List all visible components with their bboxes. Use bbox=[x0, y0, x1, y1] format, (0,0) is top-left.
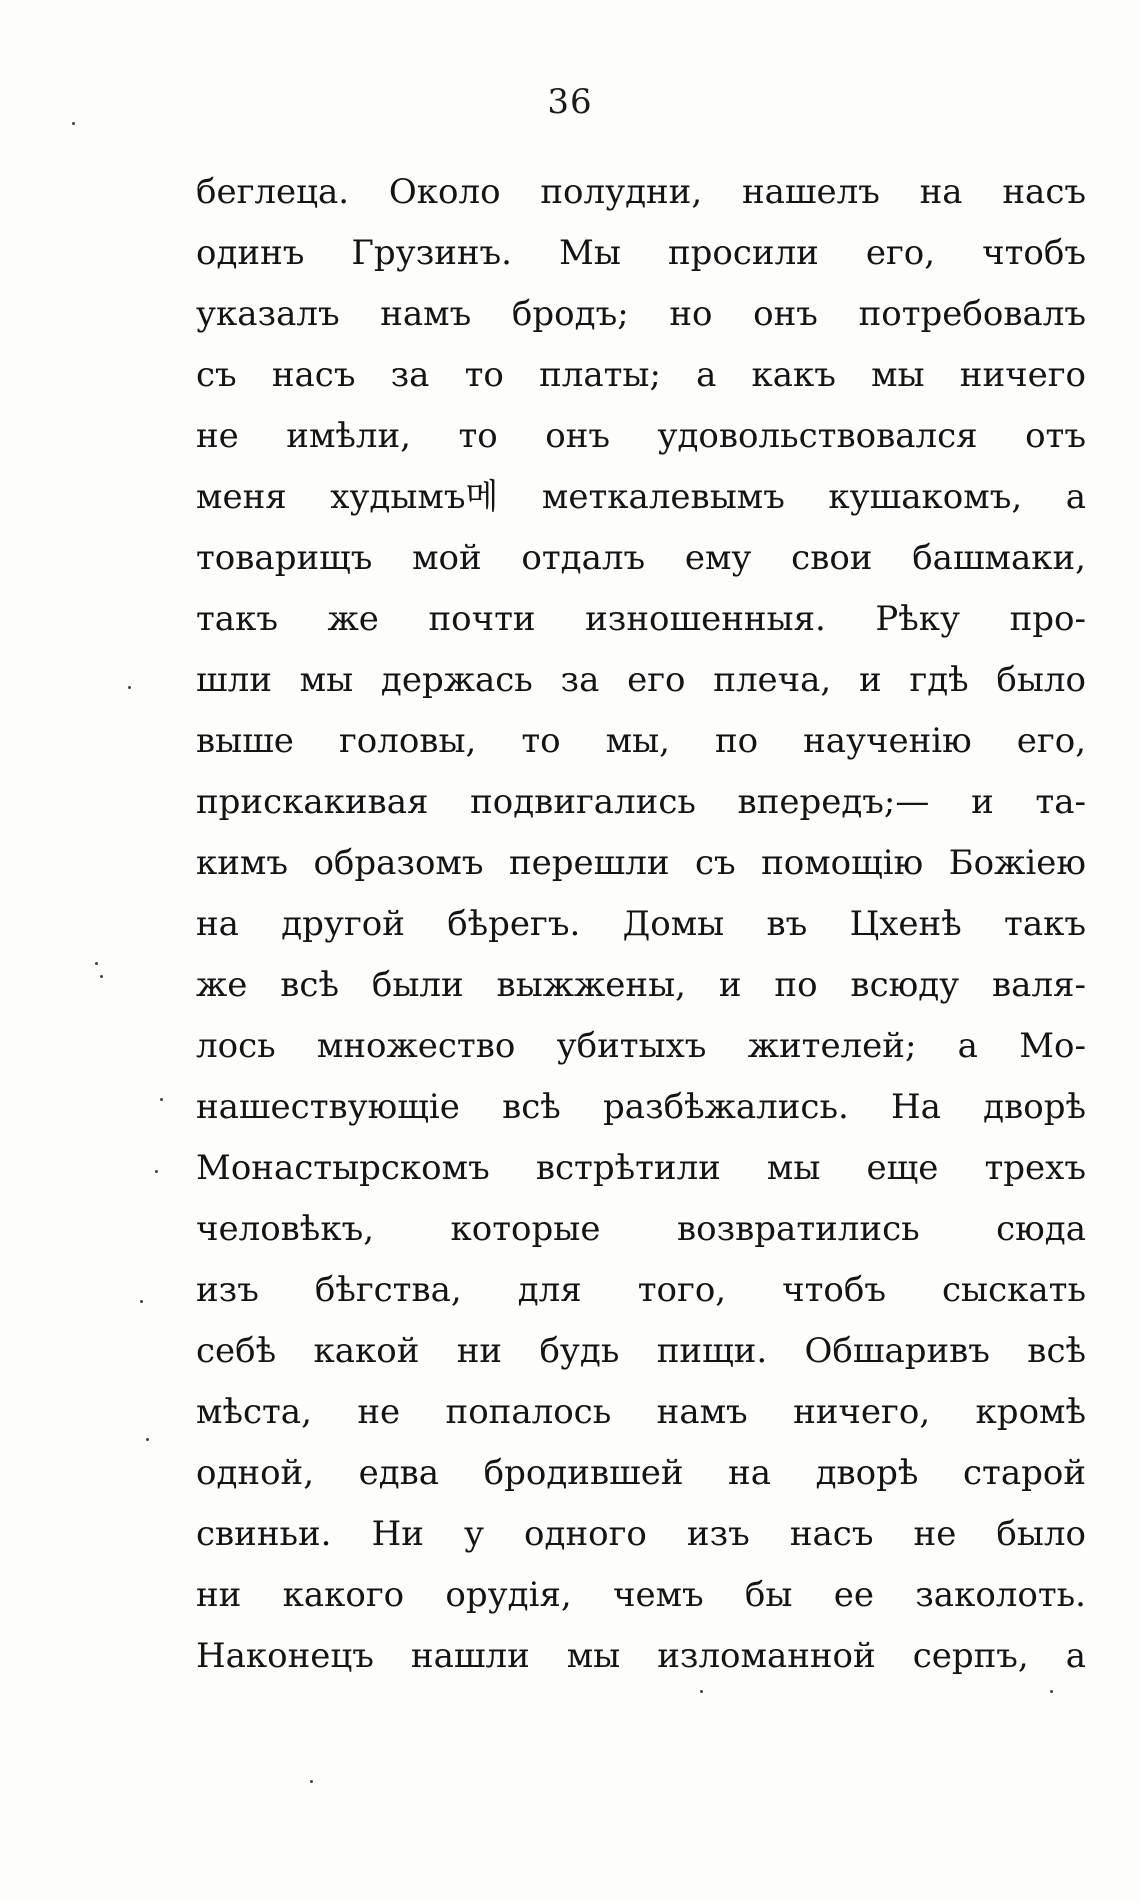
text-line: свиньи. Ни у одного изъ насъ не было bbox=[196, 1514, 1086, 1554]
text-line: человѣкъ, которые возвратились сюда bbox=[196, 1209, 1086, 1249]
text-line: беглеца. Около полудни, нашелъ на насъ bbox=[196, 172, 1086, 212]
text-line: нашествующіе всѣ разбѣжались. На дворѣ bbox=[196, 1087, 1086, 1127]
text-line: одной, едва бродившей на дворѣ старой bbox=[196, 1453, 1086, 1493]
text-line: товарищъ мой отдалъ ему свои башмаки, bbox=[196, 538, 1086, 578]
scan-speck bbox=[310, 1780, 313, 1783]
text-line: шли мы держась за его плеча, и гдѣ было bbox=[196, 660, 1086, 700]
page-number: 36 bbox=[547, 82, 593, 122]
text-line: съ насъ за то платы; а какъ мы ничего bbox=[196, 355, 1086, 395]
text-line: выше головы, то мы, по наученію его, bbox=[196, 721, 1086, 761]
scan-speck bbox=[700, 1690, 703, 1693]
text-line: кимъ образомъ перешли съ помощію Божіею bbox=[196, 843, 1086, 883]
scan-speck bbox=[100, 975, 103, 978]
text-line: на другой бѣрегъ. Домы въ Цхенѣ такъ bbox=[196, 904, 1086, 944]
text-line: ни какого орудія, чемъ бы ее заколоть. bbox=[196, 1575, 1086, 1615]
text-line: прискакивая подвигались впередъ;— и та- bbox=[196, 782, 1086, 822]
scan-speck bbox=[155, 1170, 158, 1173]
scan-speck bbox=[128, 686, 131, 689]
scan-speck bbox=[1050, 1690, 1053, 1693]
text-line: лось множество убитыхъ жителей; а Мо- bbox=[196, 1026, 1086, 1066]
scan-speck bbox=[140, 1300, 143, 1303]
text-line: такъ же почти изношенныя. Рѣку про- bbox=[196, 599, 1086, 639]
scan-speck bbox=[72, 122, 75, 125]
body-text bbox=[196, 162, 1086, 1687]
text-line: изъ бѣгства, для того, чтобъ сыскать bbox=[196, 1270, 1086, 1310]
text-line: указалъ намъ бродъ; но онъ потребовалъ bbox=[196, 294, 1086, 334]
text-line: Монастырскомъ встрѣтили мы еще трехъ bbox=[196, 1148, 1086, 1188]
text-line: себѣ какой ни будь пищи. Обшаривъ всѣ bbox=[196, 1331, 1086, 1371]
scan-speck bbox=[160, 1098, 163, 1101]
text-line: меня худымъ메 меткалевымъ кушакомъ, а bbox=[196, 477, 1086, 517]
scan-speck bbox=[95, 962, 98, 965]
scan-speck bbox=[146, 1438, 149, 1441]
text-line: мѣста, не попалось намъ ничего, кромѣ bbox=[196, 1392, 1086, 1432]
text-line: одинъ Грузинъ. Мы просили его, чтобъ bbox=[196, 233, 1086, 273]
text-line: Наконецъ нашли мы изломанной серпъ, а bbox=[196, 1636, 1086, 1676]
text-line: же всѣ были выжжены, и по всюду валя- bbox=[196, 965, 1086, 1005]
text-line: не имѣли, то онъ удовольствовался отъ bbox=[196, 416, 1086, 456]
